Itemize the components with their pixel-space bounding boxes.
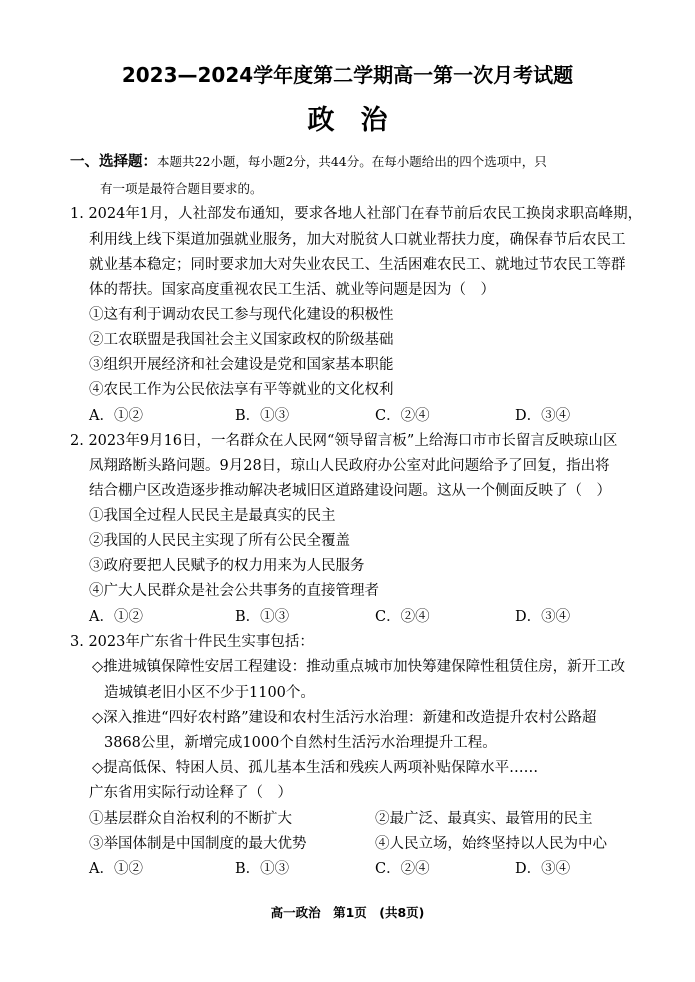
q3-option-a[interactable]: A．①② [89, 861, 143, 877]
q3-bullet: 造城镇老旧小区不少于1100个。 [104, 685, 315, 701]
q1-statement: ③组织开展经济和社会建设是党和国家基本职能 [89, 357, 394, 373]
q3-intro: 3. 2023年广东省十件民生实事包括： [70, 634, 314, 650]
q1-option-b[interactable]: B．①③ [235, 408, 290, 424]
q1-option-c[interactable]: C．②④ [375, 408, 430, 424]
q1-option-a[interactable]: A．①② [89, 408, 143, 424]
q2-statement: ①我国全过程人民民主是最真实的民主 [89, 508, 336, 524]
q2-statement: ③政府要把人民赋予的权力用来为人民服务 [89, 558, 365, 574]
page-footer: 高一政治 第1页 (共8页) [270, 905, 425, 920]
q3-option-b[interactable]: B．①③ [235, 861, 290, 877]
q3-bullet: ◇提高低保、特困人员、孤儿基本生活和残疾人两项补贴保障水平…… [92, 760, 539, 776]
q3-statement: ②最广泛、最真实、最管用的民主 [375, 811, 593, 827]
q3-statement: ③举国体制是中国制度的最大优势 [89, 836, 307, 852]
section-label: 一、选择题： [70, 154, 157, 170]
q2-line: 2. 2023年9月16日，一名群众在人民网“领导留言板”上给海口市市长留言反映琼山区 [70, 433, 618, 449]
q2-option-b[interactable]: B．①③ [235, 609, 290, 625]
section-desc-line2: 有一项是最符合题目要求的。 [100, 181, 263, 196]
subject-title: 政治 [307, 105, 414, 136]
q1-line: 1. 2024年1月，人社部发布通知，要求各地人社部门在春节前后农民工换岗求职高峰期， [70, 206, 643, 222]
q1-line: 就业基本稳定；同时要求加大对失业农民工、生活困难农民工、就地过节农民工等群 [89, 257, 626, 273]
q2-statement: ④广大人民群众是社会公共事务的直接管理者 [89, 583, 379, 599]
q1-option-d[interactable]: D．③④ [515, 408, 571, 424]
q1-statement: ④农民工作为公民依法享有平等就业的文化权利 [89, 382, 394, 398]
q2-line: 结合棚户区改造逐步推动解决老城旧区道路建设问题。这从一个侧面反映了（ ） [89, 483, 611, 499]
q3-statement: ①基层群众自治权利的不断扩大 [89, 811, 292, 827]
section-heading [70, 153, 547, 171]
exam-title: 2023—2024学年度第二学期高一第一次月考试题 [121, 63, 574, 87]
q1-line: 体的帮扶。国家高度重视农民工生活、就业等问题是因为（ ） [89, 282, 495, 298]
q1-statement: ②工农联盟是我国社会主义国家政权的阶级基础 [89, 332, 394, 348]
q2-line: 凤翔路断头路问题。9月28日，琼山人民政府办公室对此问题给予了回复，指出将 [89, 458, 610, 474]
q3-bullet: ◇推进城镇保障性安居工程建设：推动重点城市加快筹建保障性租赁住房，新开工改 [92, 659, 626, 675]
q3-option-c[interactable]: C．②④ [375, 861, 430, 877]
q3-question: 广东省用实际行动诠释了（ ） [89, 785, 292, 801]
q1-statement: ①这有利于调动农民工参与现代化建设的积极性 [89, 307, 394, 323]
q3-bullet: 3868公里，新增完成1000个自然村生活污水治理提升工程。 [104, 735, 497, 751]
q2-option-a[interactable]: A．①② [89, 609, 143, 625]
q2-statement: ②我国的人民民主实现了所有公民全覆盖 [89, 533, 350, 549]
q3-option-d[interactable]: D．③④ [515, 861, 571, 877]
q2-option-d[interactable]: D．③④ [515, 609, 571, 625]
q3-statement: ④人民立场，始终坚持以人民为中心 [375, 836, 607, 852]
q3-bullet: ◇深入推进“四好农村路”建设和农村生活污水治理：新建和改造提升农村公路超 [92, 710, 597, 726]
q1-line: 利用线上线下渠道加强就业服务，加大对脱贫人口就业帮扶力度，确保春节后农民工 [89, 232, 626, 248]
q2-option-c[interactable]: C．②④ [375, 609, 430, 625]
section-desc-line1: 本题共22小题，每小题2分，共44分。在每小题给出的四个选项中，只 [157, 154, 547, 169]
